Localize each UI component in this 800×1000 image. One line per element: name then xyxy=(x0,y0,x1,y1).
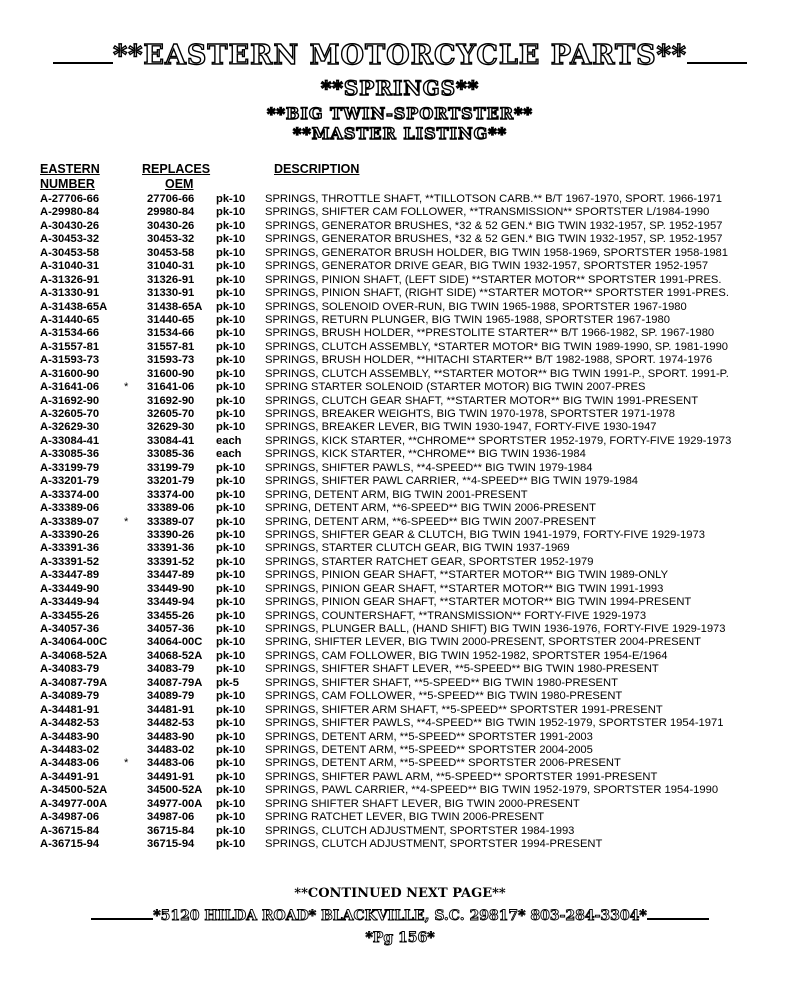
oem-number: 33201-79 xyxy=(147,475,195,488)
pack-size: pk-10 xyxy=(216,327,246,340)
table-row xyxy=(40,529,780,542)
page-number: *Pg 156* xyxy=(365,930,435,946)
table-row xyxy=(40,206,780,219)
table-row xyxy=(40,636,780,649)
pack-size: pk-10 xyxy=(216,730,246,743)
pack-size: pk-5 xyxy=(216,676,240,689)
company-title xyxy=(0,40,800,71)
table-row xyxy=(40,690,780,703)
part-description: SPRINGS, CLUTCH ASSEMBLY, **STARTER MOTOR** BIG TWIN 1991-P., SPORT. 1991-P. xyxy=(265,367,729,380)
table-row xyxy=(40,435,780,448)
oem-number: 32605-70 xyxy=(147,408,195,420)
table-row xyxy=(40,717,780,730)
part-number: A-34083-79 xyxy=(40,663,100,676)
table-row xyxy=(40,274,780,287)
oem-number: 33390-26 xyxy=(147,528,195,541)
part-description: SPRINGS, SHIFTER PAWL ARM, **5-SPEED** SPORTSTER 1991-PRESENT xyxy=(265,770,658,783)
oem-number: 31326-91 xyxy=(147,273,195,286)
part-number: A-33199-79 xyxy=(40,461,100,474)
oem-number: 30453-58 xyxy=(147,246,195,259)
table-row xyxy=(40,731,780,744)
part-description: SPRINGS, DETENT ARM, **5-SPEED** SPORTSTER 2004-2005 xyxy=(265,743,593,756)
part-description: SPRINGS, STARTER RATCHET GEAR, SPORTSTER 1952-1979 xyxy=(265,555,594,568)
pack-size: pk-10 xyxy=(216,313,246,326)
part-description: SPRINGS, PINION SHAFT, (LEFT SIDE) **STARTER MOTOR** SPORTSTER 1991-PRES. xyxy=(265,273,722,286)
table-row xyxy=(40,583,780,596)
company-name: **EASTERN MOTORCYCLE PARTS** xyxy=(113,40,687,71)
table-row xyxy=(40,314,780,327)
part-number: A-33085-36 xyxy=(40,448,100,461)
part-number: A-29980-84 xyxy=(40,206,100,219)
pack-size: pk-10 xyxy=(216,219,246,232)
part-number: A-30453-58 xyxy=(40,246,100,259)
part-number: A-34500-52A xyxy=(40,784,108,797)
part-description: SPRINGS, PLUNGER BALL, (HAND SHIFT) BIG TWIN 1936-1976, FORTY-FIVE 1929-1973 xyxy=(265,623,726,635)
part-description: SPRINGS, SHIFTER GEAR & CLUTCH, BIG TWIN 1941-1979, FORTY-FIVE 1929-1973 xyxy=(265,528,705,541)
pack-size: pk-10 xyxy=(216,636,246,649)
part-description: SPRINGS, GENERATOR BRUSHES, *32 & 52 GEN.* BIG TWIN 1932-1957, SP. 1952-1957 xyxy=(265,219,723,232)
part-description: SPRINGS, SHIFTER PAWL CARRIER, **4-SPEED** BIG TWIN 1979-1984 xyxy=(265,475,639,488)
category-title: **SPRINGS** xyxy=(320,76,480,100)
table-row xyxy=(40,650,780,663)
part-description: SPRINGS, STARTER CLUTCH GEAR, BIG TWIN 1937-1969 xyxy=(265,542,570,555)
part-description: SPRINGS, KICK STARTER, **CHROME** BIG TWIN 1936-1984 xyxy=(265,448,586,461)
pack-size: pk-10 xyxy=(216,623,246,635)
oem-number: 34483-02 xyxy=(147,743,195,756)
footer-rule-left xyxy=(91,908,153,920)
table-row xyxy=(40,462,780,475)
table-row xyxy=(40,381,780,394)
part-description: SPRINGS, CLUTCH ASSEMBLY, *STARTER MOTOR* BIG TWIN 1989-1990, SP. 1981-1990 xyxy=(265,340,729,353)
table-row xyxy=(40,354,780,367)
pack-size: pk-10 xyxy=(216,838,246,850)
part-description: SPRINGS, SHIFTER SHAFT LEVER, **5-SPEED** BIG TWIN 1980-PRESENT xyxy=(265,663,659,676)
part-description: SPRINGS, PAWL CARRIER, **4-SPEED** BIG TWIN 1952-1979, SPORTSTER 1954-1990 xyxy=(265,784,719,797)
table-row xyxy=(40,421,780,434)
new-item-marker: * xyxy=(124,757,129,770)
oem-number: 31534-66 xyxy=(147,327,195,340)
oem-number: 34064-00C xyxy=(147,636,203,649)
part-number: A-34483-90 xyxy=(40,730,100,743)
pack-size: pk-10 xyxy=(216,663,246,676)
oem-number: 34068-52A xyxy=(147,649,203,662)
pack-size: pk-10 xyxy=(216,528,246,541)
oem-number: 34977-00A xyxy=(147,797,203,810)
table-row xyxy=(40,757,780,770)
part-number: A-36715-94 xyxy=(40,838,100,850)
part-description: SPRING, SHIFTER LEVER, BIG TWIN 2000-PRESENT, SPORTSTER 2004-PRESENT xyxy=(265,636,702,649)
models-title: **BIG TWIN-SPORTSTER** xyxy=(267,104,533,123)
oem-number: 27706-66 xyxy=(147,193,195,205)
part-description: SPRINGS, PINION GEAR SHAFT, **STARTER MOTOR** BIG TWIN 1991-1993 xyxy=(265,582,664,595)
part-description: SPRINGS, PINION SHAFT, (RIGHT SIDE) **STARTER MOTOR** SPORTSTER 1991-PRES. xyxy=(265,287,729,300)
part-number: A-31440-65 xyxy=(40,313,100,326)
part-number: A-32629-30 xyxy=(40,421,100,434)
pack-size: pk-10 xyxy=(216,515,246,528)
pack-size: pk-10 xyxy=(216,340,246,353)
table-row xyxy=(40,502,780,515)
listing-title: **MASTER LISTING** xyxy=(292,124,508,143)
table-row xyxy=(40,798,780,811)
column-replaces: REPLACES xyxy=(142,162,211,176)
part-description: SPRINGS, GENERATOR BRUSHES, *32 & 52 GEN.* BIG TWIN 1932-1957, SP. 1952-1957 xyxy=(265,233,723,246)
pack-size: pk-10 xyxy=(216,206,246,219)
part-description: SPRINGS, CAM FOLLOWER, **5-SPEED** BIG TWIN 1980-PRESENT xyxy=(265,690,623,703)
part-number: A-31600-90 xyxy=(40,367,100,380)
pack-size: pk-10 xyxy=(216,811,246,824)
oem-number: 33449-90 xyxy=(147,582,195,595)
address-footer xyxy=(0,908,800,924)
part-number: A-31593-73 xyxy=(40,354,100,367)
pack-size: pk-10 xyxy=(216,273,246,286)
oem-number: 36715-84 xyxy=(147,824,195,837)
part-description: SPRINGS, SHIFTER PAWLS, **4-SPEED** BIG TWIN 1952-1979, SPORTSTER 1954-1971 xyxy=(265,717,724,730)
part-description: SPRING STARTER SOLENOID (STARTER MOTOR) BIG TWIN 2007-PRES xyxy=(265,381,646,394)
part-number: A-31326-91 xyxy=(40,273,100,286)
part-description: SPRINGS, CLUTCH ADJUSTMENT, SPORTSTER 1994-PRESENT xyxy=(265,838,603,850)
oem-number: 31330-91 xyxy=(147,287,195,300)
pack-size: pk-10 xyxy=(216,421,246,434)
part-description: SPRING RATCHET LEVER, BIG TWIN 2006-PRESENT xyxy=(265,811,545,824)
part-description: SPRINGS, CLUTCH ADJUSTMENT, SPORTSTER 1984-1993 xyxy=(265,824,575,837)
oem-number: 30453-32 xyxy=(147,233,195,246)
part-description: SPRINGS, SHIFTER SHAFT, **5-SPEED** BIG TWIN 1980-PRESENT xyxy=(265,676,618,689)
footer-rule-right xyxy=(647,908,709,920)
pack-size: pk-10 xyxy=(216,743,246,756)
oem-number: 33389-06 xyxy=(147,502,195,515)
part-description: SPRING, DETENT ARM, BIG TWIN 2001-PRESENT xyxy=(265,488,528,501)
pack-size: pk-10 xyxy=(216,569,246,582)
table-row xyxy=(40,771,780,784)
oem-number: 33391-36 xyxy=(147,542,195,555)
table-row xyxy=(40,220,780,233)
part-number: A-31692-90 xyxy=(40,394,100,407)
part-number: A-33374-00 xyxy=(40,488,100,501)
part-number: A-36715-84 xyxy=(40,824,100,837)
pack-size: pk-10 xyxy=(216,703,246,716)
pack-size: pk-10 xyxy=(216,488,246,501)
pack-size: pk-10 xyxy=(216,717,246,730)
part-description: SPRINGS, SHIFTER PAWLS, **4-SPEED** BIG TWIN 1979-1984 xyxy=(265,461,593,474)
part-description: SPRINGS, THROTTLE SHAFT, **TILLOTSON CARB.** B/T 1967-1970, SPORT. 1966-1971 xyxy=(265,193,722,205)
table-row xyxy=(40,811,780,824)
part-description: SPRING SHIFTER SHAFT LEVER, BIG TWIN 2000-PRESENT xyxy=(265,797,580,810)
part-number: A-34087-79A xyxy=(40,676,108,689)
oem-number: 34089-79 xyxy=(147,690,195,703)
pack-size: pk-10 xyxy=(216,260,246,273)
part-number: A-33449-94 xyxy=(40,596,100,609)
pack-size: pk-10 xyxy=(216,582,246,595)
oem-number: 32629-30 xyxy=(147,421,195,434)
table-row xyxy=(40,247,780,260)
table-row xyxy=(40,301,780,314)
part-number: A-34064-00C xyxy=(40,636,108,649)
part-number: A-27706-66 xyxy=(40,193,100,205)
table-row xyxy=(40,744,780,757)
table-row xyxy=(40,596,780,609)
pack-size: pk-10 xyxy=(216,381,246,394)
oem-number: 33374-00 xyxy=(147,488,195,501)
oem-number: 33085-36 xyxy=(147,448,195,461)
oem-number: 29980-84 xyxy=(147,206,195,219)
table-row xyxy=(40,475,780,488)
table-row xyxy=(40,663,780,676)
oem-number: 33447-89 xyxy=(147,569,195,582)
part-number: A-31534-66 xyxy=(40,327,100,340)
table-row xyxy=(40,784,780,797)
part-description: SPRINGS, SHIFTER CAM FOLLOWER, **TRANSMISSION** SPORTSTER L/1984-1990 xyxy=(265,206,710,219)
part-number: A-33389-07 xyxy=(40,515,100,528)
pack-size: pk-10 xyxy=(216,394,246,407)
oem-number: 34482-53 xyxy=(147,717,195,730)
pack-size: pk-10 xyxy=(216,555,246,568)
pack-size: pk-10 xyxy=(216,770,246,783)
oem-number: 33391-52 xyxy=(147,555,195,568)
part-description: SPRINGS, DETENT ARM, **5-SPEED** SPORTSTER 1991-2003 xyxy=(265,730,593,743)
part-description: SPRINGS, BRUSH HOLDER, **HITACHI STARTER** B/T 1982-1988, SPORT. 1974-1976 xyxy=(265,354,713,367)
part-description: SPRINGS, BREAKER WEIGHTS, BIG TWIN 1970-1978, SPORTSTER 1971-1978 xyxy=(265,408,675,420)
column-oem: OEM xyxy=(165,177,194,191)
address-text: *5120 HILDA ROAD* BLACKVILLE, S.C. 29817* 803-284-3304* xyxy=(153,908,647,924)
oem-number: 31438-65A xyxy=(147,300,203,313)
oem-number: 33455-26 xyxy=(147,609,195,622)
oem-number: 34087-79A xyxy=(147,676,203,689)
part-description: SPRINGS, GENERATOR BRUSH HOLDER, BIG TWIN 1958-1969, SPORTSTER 1958-1981 xyxy=(265,246,728,259)
table-row xyxy=(40,825,780,838)
pack-size: pk-10 xyxy=(216,233,246,246)
part-number: A-31438-65A xyxy=(40,300,108,313)
pack-size: pk-10 xyxy=(216,542,246,555)
table-row xyxy=(40,489,780,502)
part-description: SPRINGS, PINION GEAR SHAFT, **STARTER MOTOR** BIG TWIN 1994-PRESENT xyxy=(265,596,692,609)
part-number: A-34987-06 xyxy=(40,811,100,824)
part-number: A-33391-52 xyxy=(40,555,100,568)
oem-number: 33084-41 xyxy=(147,434,195,447)
pack-size: pk-10 xyxy=(216,367,246,380)
part-number: A-30430-26 xyxy=(40,219,100,232)
pack-size: pk-10 xyxy=(216,502,246,515)
new-item-marker: * xyxy=(124,381,129,394)
table-row xyxy=(40,677,780,690)
oem-number: 31440-65 xyxy=(147,313,195,326)
table-row xyxy=(40,623,780,636)
table-row xyxy=(40,448,780,461)
oem-number: 30430-26 xyxy=(147,219,195,232)
part-number: A-33449-90 xyxy=(40,582,100,595)
oem-number: 31600-90 xyxy=(147,367,195,380)
part-number: A-33447-89 xyxy=(40,569,100,582)
pack-size: pk-10 xyxy=(216,287,246,300)
oem-number: 34481-91 xyxy=(147,703,195,716)
part-number: A-34089-79 xyxy=(40,690,100,703)
part-number: A-33455-26 xyxy=(40,609,100,622)
pack-size: pk-10 xyxy=(216,690,246,703)
column-eastern: EASTERN xyxy=(40,162,100,176)
table-row xyxy=(40,610,780,623)
oem-number: 31557-81 xyxy=(147,340,195,353)
part-number: A-34057-36 xyxy=(40,623,100,635)
part-description: SPRINGS, RETURN PLUNGER, BIG TWIN 1965-1988, SPORTSTER 1967-1980 xyxy=(265,313,670,326)
table-row xyxy=(40,327,780,340)
pack-size: pk-10 xyxy=(216,757,246,770)
pack-size: each xyxy=(216,434,242,447)
new-item-marker: * xyxy=(124,515,129,528)
table-row xyxy=(40,516,780,529)
table-row xyxy=(40,287,780,300)
part-number: A-33084-41 xyxy=(40,434,100,447)
oem-number: 34057-36 xyxy=(147,623,195,635)
oem-number: 34491-91 xyxy=(147,770,195,783)
table-row xyxy=(40,395,780,408)
continued-note: **CONTINUED NEXT PAGE** xyxy=(294,886,506,901)
parts-table xyxy=(40,193,780,851)
title-rule-left xyxy=(53,42,113,64)
part-number: A-34483-06 xyxy=(40,757,100,770)
oem-number: 31641-06 xyxy=(147,381,195,394)
oem-number: 31040-31 xyxy=(147,260,195,273)
part-number: A-34068-52A xyxy=(40,649,108,662)
pack-size: pk-10 xyxy=(216,354,246,367)
pack-size: pk-10 xyxy=(216,246,246,259)
part-number: A-34482-53 xyxy=(40,717,100,730)
oem-number: 34083-79 xyxy=(147,663,195,676)
title-rule-right xyxy=(687,42,747,64)
part-number: A-33389-06 xyxy=(40,502,100,515)
part-description: SPRINGS, BREAKER LEVER, BIG TWIN 1930-1947, FORTY-FIVE 1930-1947 xyxy=(265,421,657,434)
column-number: NUMBER xyxy=(40,177,95,191)
table-row xyxy=(40,233,780,246)
part-description: SPRINGS, CAM FOLLOWER, BIG TWIN 1952-1982, SPORTSTER 1954-E/1964 xyxy=(265,649,668,662)
oem-number: 31692-90 xyxy=(147,394,195,407)
pack-size: pk-10 xyxy=(216,649,246,662)
oem-number: 33449-94 xyxy=(147,596,195,609)
part-number: A-32605-70 xyxy=(40,408,100,420)
part-number: A-30453-32 xyxy=(40,233,100,246)
part-description: SPRING, DETENT ARM, **6-SPEED** BIG TWIN 2007-PRESENT xyxy=(265,515,596,528)
table-row xyxy=(40,556,780,569)
part-number: A-34481-91 xyxy=(40,703,100,716)
pack-size: pk-10 xyxy=(216,784,246,797)
part-description: SPRINGS, KICK STARTER, **CHROME** SPORTSTER 1952-1979, FORTY-FIVE 1929-1973 xyxy=(265,434,732,447)
table-row xyxy=(40,408,780,421)
oem-number: 33199-79 xyxy=(147,461,195,474)
table-row xyxy=(40,542,780,555)
pack-size: pk-10 xyxy=(216,461,246,474)
part-description: SPRINGS, GENERATOR DRIVE GEAR, BIG TWIN 1932-1957, SPORTSTER 1952-1957 xyxy=(265,260,709,273)
part-number: A-33391-36 xyxy=(40,542,100,555)
pack-size: pk-10 xyxy=(216,408,246,420)
part-number: A-31641-06 xyxy=(40,381,100,394)
pack-size: pk-10 xyxy=(216,475,246,488)
column-description: DESCRIPTION xyxy=(274,162,360,176)
part-number: A-34483-02 xyxy=(40,743,100,756)
part-description: SPRINGS, BRUSH HOLDER, **PRESTOLITE STARTER** B/T 1966-1982, SP. 1967-1980 xyxy=(265,327,715,340)
table-row xyxy=(40,368,780,381)
table-row xyxy=(40,341,780,354)
part-number: A-34977-00A xyxy=(40,797,108,810)
part-number: A-34491-91 xyxy=(40,770,100,783)
pack-size: pk-10 xyxy=(216,797,246,810)
pack-size: each xyxy=(216,448,242,461)
part-number: A-33201-79 xyxy=(40,475,100,488)
part-number: A-31040-31 xyxy=(40,260,100,273)
part-description: SPRINGS, PINION GEAR SHAFT, **STARTER MOTOR** BIG TWIN 1989-ONLY xyxy=(265,569,669,582)
pack-size: pk-10 xyxy=(216,609,246,622)
part-description: SPRINGS, COUNTERSHAFT, **TRANSMISSION** FORTY-FIVE 1929-1973 xyxy=(265,609,647,622)
oem-number: 34987-06 xyxy=(147,811,195,824)
pack-size: pk-10 xyxy=(216,300,246,313)
part-description: SPRINGS, SHIFTER ARM SHAFT, **5-SPEED** SPORTSTER 1991-PRESENT xyxy=(265,703,663,716)
part-description: SPRINGS, DETENT ARM, **5-SPEED** SPORTSTER 2006-PRESENT xyxy=(265,757,621,770)
oem-number: 34483-06 xyxy=(147,757,195,770)
pack-size: pk-10 xyxy=(216,824,246,837)
oem-number: 31593-73 xyxy=(147,354,195,367)
part-number: A-31557-81 xyxy=(40,340,100,353)
oem-number: 36715-94 xyxy=(147,838,195,850)
oem-number: 33389-07 xyxy=(147,515,195,528)
pack-size: pk-10 xyxy=(216,596,246,609)
part-description: SPRINGS, CLUTCH GEAR SHAFT, **STARTER MOTOR** BIG TWIN 1991-PRESENT xyxy=(265,394,699,407)
table-row xyxy=(40,569,780,582)
part-description: SPRINGS, SOLENOID OVER-RUN, BIG TWIN 1965-1988, SPORTSTER 1967-1980 xyxy=(265,300,687,313)
oem-number: 34483-90 xyxy=(147,730,195,743)
table-row xyxy=(40,838,780,851)
table-row xyxy=(40,260,780,273)
part-description: SPRING, DETENT ARM, **6-SPEED** BIG TWIN 2006-PRESENT xyxy=(265,502,596,515)
pack-size: pk-10 xyxy=(216,193,246,205)
table-row xyxy=(40,193,780,206)
part-number: A-31330-91 xyxy=(40,287,100,300)
part-number: A-33390-26 xyxy=(40,528,100,541)
table-row xyxy=(40,704,780,717)
oem-number: 34500-52A xyxy=(147,784,203,797)
